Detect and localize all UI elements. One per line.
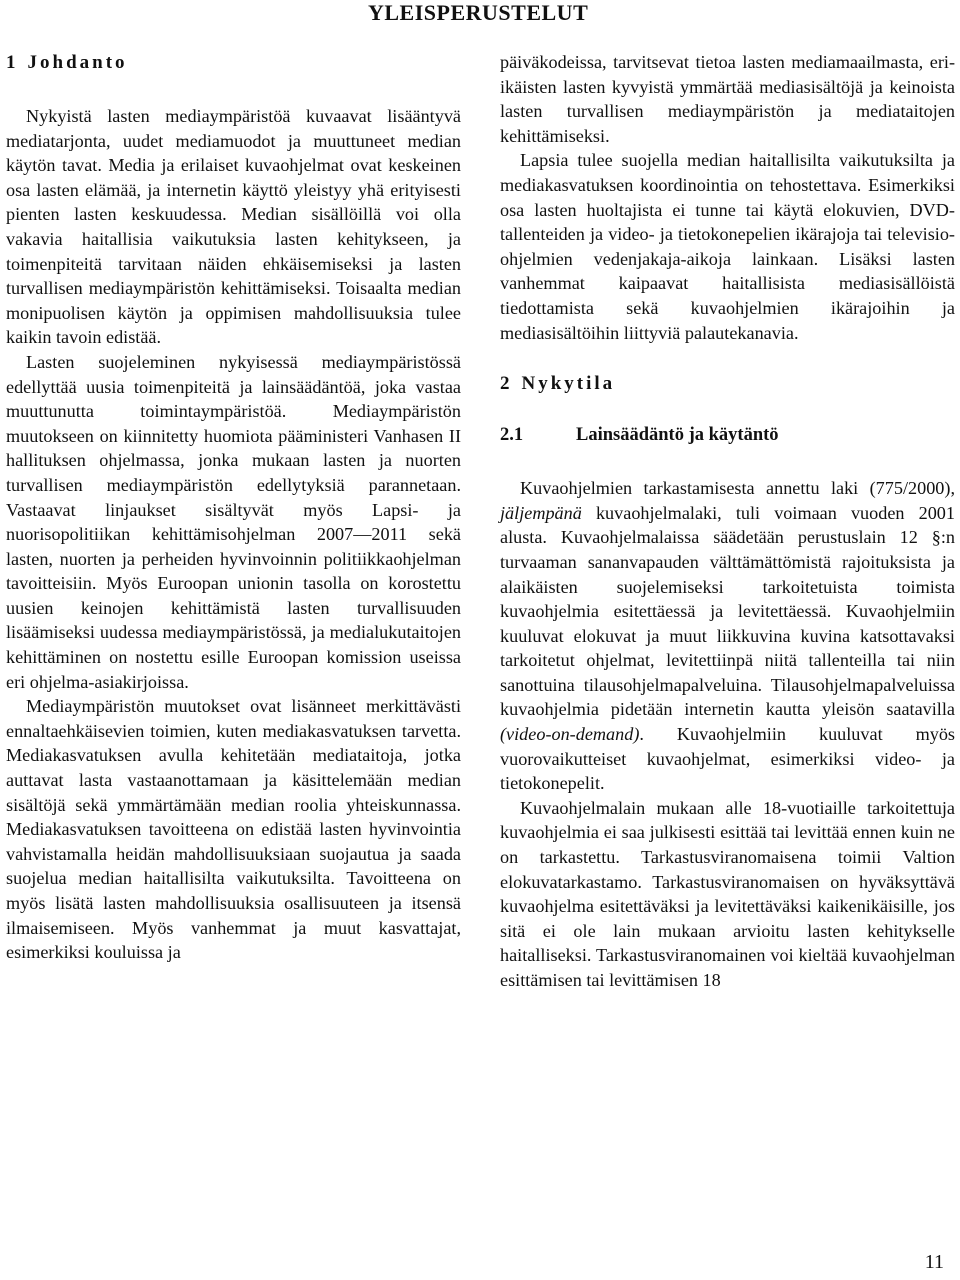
- emphasis: jäljempänä: [500, 502, 582, 523]
- subsection-number: 2.1: [500, 425, 524, 446]
- paragraph: Mediaympäristön muutokset ovat lisänneet merkittävästi ennaltaehkäisevien toimien, kuten mediakasvatuksen tarvetta. Mediakasvatuksen avulla kehitetään mediataitoja, jotka auttavat lasta vastaanottamaan ja käsittelemään median sisältöjä sekä ymmärtämään median roolia yhteiskunnassa. Mediakasvatuksen tavoitteena on edistää lasten hyvinvointia vahvistamalla heidän mahdollisuuksiaan suojautua ja saada suojelua median haitallisilta vaikutuksilta. Tavoitteena on myös lisätä lasten mahdollisuuksia osallisuuteen ja itsensä ilmaisemiseen. Myös vanhemmat ja muut kasvattajat, esimerkiksi kouluissa ja: [6, 696, 461, 963]
- text-run: kuvaohjelmalaki, tuli voimaan vuoden 2001 alusta. Kuvaohjelmalaissa säädetään perustuslain 12 §:n turvaaman sananvapauden välttämättömistä rajoituksista ja alaikäisten suojelemiseksi tarkoitetuista toimista kuvaohjelmia esitettäessä ja levitettäessä. Kuvaohjelmiin kuuluvat elokuvat ja muut liikkuvina kuvina katsottavaksi tarkoitetut ohjelmat, levitettiinpä niitä tallenteilla tai niin sanottuina tilausohjelmapalveluina. Tilausohjelmapalveluissa kuvaohjelmia pidetään internetin kautta yleisön saatavilla: [500, 502, 955, 720]
- spacer: [500, 345, 955, 371]
- text-run: Kuvaohjelmien tarkastamisesta annettu laki (775/2000),: [520, 478, 955, 499]
- section-title: Nykytila: [521, 373, 616, 395]
- paragraph: Nykyistä lasten mediaympäristöä kuvaavat lisääntyvä mediatarjonta, uudet mediamuodot ja muuttuneet median käytön tavat. Media ja erilaiset kuvaohjelmat ovat keskeinen osa lasten elämää, ja internetin käyttö yleistyy yhä erityisesti pienten lasten keskuudessa. Median sisällöillä voi olla vakavia haitallisia vaikutuksia lasten kehitykseen, ja toimenpiteitä tarvitaan näiden ehkäisemiseksi ja lasten turvallisen mediaympäristön kehittämiseksi. Toisaalta median monipuolisen käytön ja oppimisen mahdollisuuksia tulee kaikin tavoin edistää.: [6, 106, 461, 348]
- left-column: [6, 50, 461, 965]
- emphasis: (video-on-demand): [500, 724, 640, 745]
- running-head: YLEISPERUSTELUT: [368, 0, 589, 25]
- paragraph: Lapsia tulee suojella median haitallisilta vaikutuksilta ja mediakasvatuksen koordinointia on tehostettava. Esimerkiksi osa lasten huoltajista ei tunne tai käytä elokuvien, DVD-tallenteiden ja video- ja tietokonepelien ikärajoja tai televisio-ohjelmien vedenjakaja-aikoja lainkaan. Lisäksi lasten vanhemmat kaipaavat haitallisista mediasisällöistä tiedottamista sekä kuvaohjelmien ikärajoihin ja mediasisältöihin liittyviä palautekanavia.: [500, 150, 955, 343]
- section-number: 2: [500, 373, 510, 395]
- right-column: [500, 50, 955, 993]
- text-run: . Kuvaohjelmiin kuuluvat myös vuorovaikutteiset kuvaohjelmat, esimerkiksi video- ja tietokonepelit.: [500, 724, 955, 794]
- paragraph: [500, 476, 955, 796]
- paragraph: Kuvaohjelmalain mukaan alle 18-vuotiaille tarkoitettuja kuvaohjelmia ei saa julkisesti esittää tai levittää ennen kuin ne on tarkastettu. Tarkastusviranomaisena toimii Valtion elokuvatarkastamo. Tarkastusviranomaisen on hyväksyttävä kuvaohjelma esitettäväksi ja levitettäväksi kaikenikäisille, jos sitä ei ole lain mukaan arvioitu lasten kehitykselle haitalliseksi. Tarkastusviranomainen voi kieltää kuvaohjelman esittämisen tai levittämisen 18: [500, 797, 955, 990]
- page-number: 11: [924, 1251, 944, 1273]
- paragraph: päiväkodeissa, tarvitsevat tietoa lasten mediamaailmasta, eri-ikäisten lasten kyvyistä ymmärtää mediasisältöjä ja keinoista lasten turvallisen mediaympäristön ja mediataitojen kehittämiseksi.: [500, 52, 955, 146]
- subsection-title: Lainsäädäntö ja käytäntö: [576, 425, 779, 446]
- section-heading-2: [500, 371, 955, 395]
- subsection-heading-2-1: [500, 425, 955, 446]
- section-number: 1: [6, 52, 16, 73]
- section-heading-1: [6, 50, 461, 74]
- section-title: Johdanto: [27, 52, 128, 73]
- paragraph: Lasten suojeleminen nykyisessä mediaympäristössä edellyttää uusia toimenpiteitä ja lainsäädäntöä, joka vastaa muuttunutta toimintaympäristöä. Mediaympäristön muutokseen on kiinnitetty huomiota pääministeri Vanhasen II hallituksen ohjelmassa, jonka mukaan lasten ja nuorten turvallisen mediaympäristön edellytyksiä parannetaan. Vastaavat linjaukset sisältyvät myös Lapsi- ja nuorisopolitiikan kehittämisohjelman 2007—2011 sekä lasten, nuorten ja perheiden hyvinvoinnin politiikkaohjelman tavoitteisiin. Myös Euroopan unionin tasolla on korostettu uusien keinojen kehittämistä lasten turvallisuuden lisäämiseksi uudessa mediaympäristössä, ja medialukutaitojen kehittäminen on nostettu esille Euroopan komission useissa eri ohjelma-asiakirjoissa.: [6, 351, 461, 692]
